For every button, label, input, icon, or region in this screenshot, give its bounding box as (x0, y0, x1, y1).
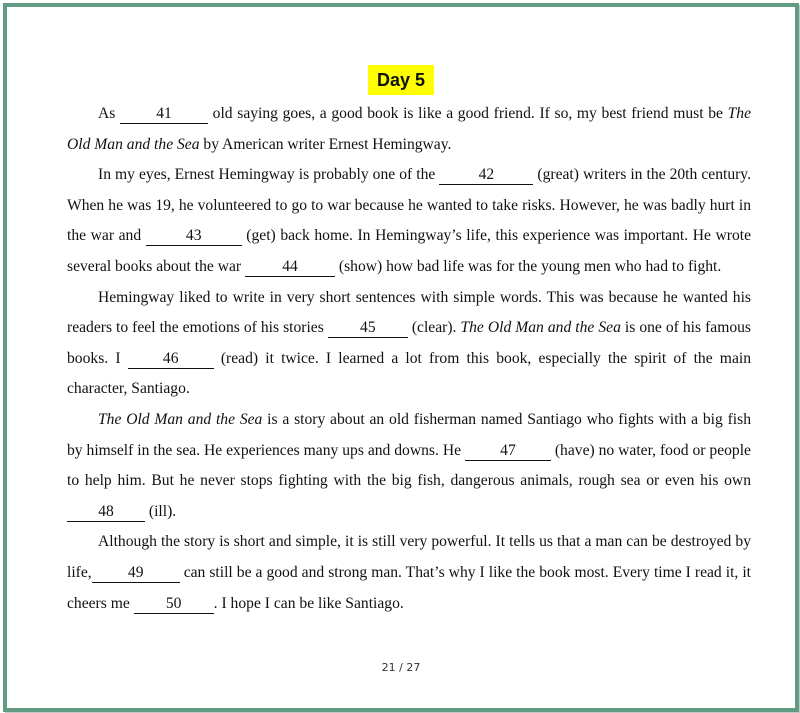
page-frame (3, 3, 799, 712)
blank-45[interactable]: 45 (328, 319, 408, 338)
blank-47[interactable]: 47 (465, 442, 551, 461)
blank-48[interactable]: 48 (67, 503, 145, 522)
blank-49[interactable]: 49 (92, 564, 180, 583)
passage (67, 99, 751, 619)
paragraph-1: As 41 old saying goes, a good book is like a good friend. If so, my best friend must be The Old Man and the Sea by American writer Ernest Hemingway. (67, 105, 751, 153)
blank-42[interactable]: 42 (439, 166, 533, 185)
page-number: 21 / 27 (381, 661, 421, 674)
paragraph-4: The Old Man and the Sea is a story about an old fisherman named Santiago who fights with a big fish by himself in the sea. He experiences many ups and downs. He 47 (have) no water, food or people to help him. But he never stops fighting with the big fish, dangerous animals, rough sea or even his own 48 (ill). (67, 410, 751, 520)
paragraph-3: Hemingway liked to write in very short sentences with simple words. This was because he wanted his readers to feel the emotions of his stories 45 (clear). The Old Man and the Sea is one of his famous books. I 46 (read) it twice. I learned a lot from this book, especially the spirit of the main character, Santiago. (67, 288, 751, 398)
blank-43[interactable]: 43 (146, 227, 242, 246)
paragraph-5: Although the story is short and simple, it is still very powerful. It tells us that a man can be destroyed by life, 49 can still be a good and strong man. That’s why I like the book most. Every time I read it, it cheers me 50 . I hope I can be like Santiago. (67, 533, 751, 612)
blank-50[interactable]: 50 (134, 595, 214, 614)
blank-44[interactable]: 44 (245, 258, 335, 277)
blank-41[interactable]: 41 (120, 105, 208, 124)
blank-46[interactable]: 46 (128, 350, 214, 369)
paragraph-2: In my eyes, Ernest Hemingway is probably one of the 42 (great) writers in the 20th century. When he was 19, he volunteered to go to war because he wanted to take risks. However, he was badly hurt in the war and 43 (get) back home. In Hemingway’s life, this experience was important. He wrote several books about the war 44 (show) how bad life was for the young men who had to fight. (67, 166, 751, 275)
day-title: Day 5 (368, 65, 434, 95)
